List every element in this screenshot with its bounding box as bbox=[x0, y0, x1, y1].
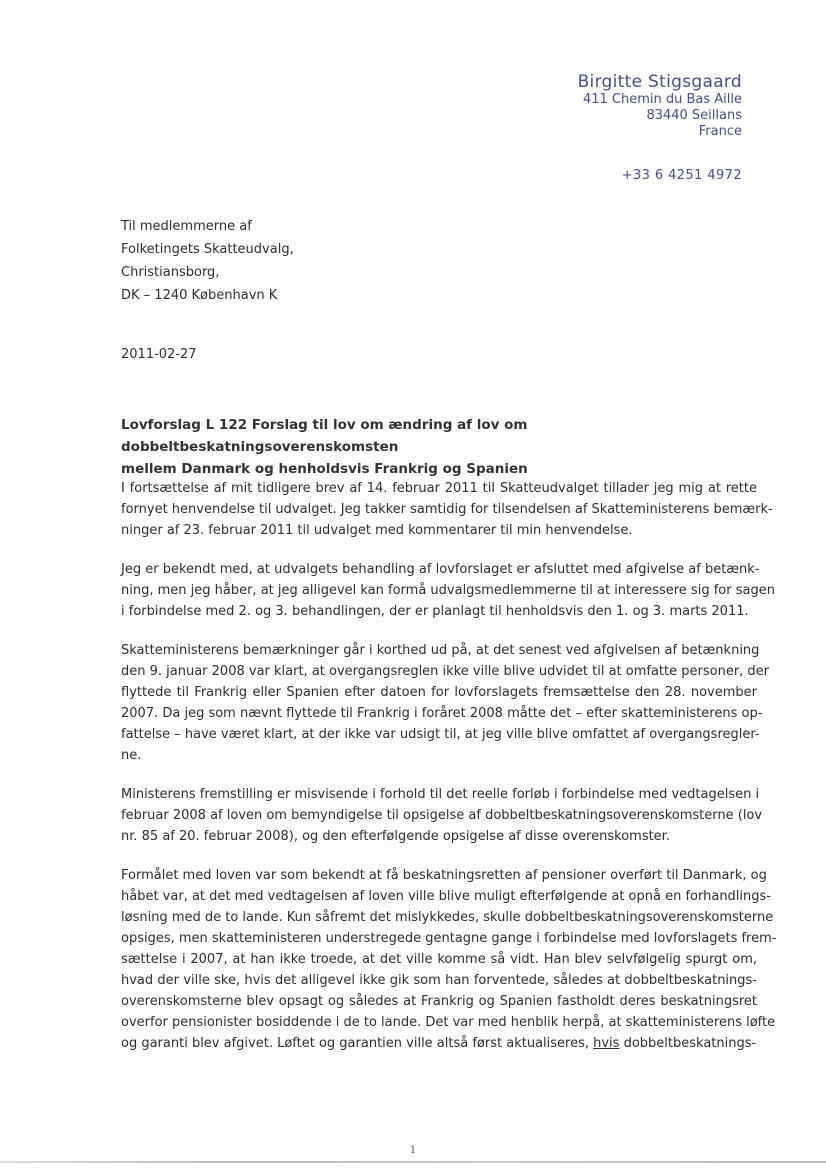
text-line: Ministerens fremstilling er misvisende i forhold til det reelle forløb i forbindelse med vedtagelsen i bbox=[121, 787, 760, 802]
text-line: 2007. Da jeg som nævnt flyttede til Frankrig i foråret 2008 måtte det – efter skatteministerens op- bbox=[121, 706, 763, 721]
letter-body bbox=[121, 478, 777, 1072]
paragraph bbox=[121, 865, 777, 1054]
text-line: løsning med de to lande. Kun såfremt det mislykkedes, skulle dobbeltbeskatningsoverenskomsterne bbox=[121, 910, 774, 925]
text-line: den 9. januar 2008 var klart, at overgangsreglen ikke ville blive udvidet til at omfatte personer, der bbox=[121, 664, 770, 679]
text-fragment: dobbeltbeskatnings- bbox=[619, 1036, 757, 1051]
text-line: ning, men jeg håber, at jeg alligevel kan formå udvalgsmedlemmerne til at interessere sig for sagen bbox=[121, 583, 775, 598]
text-line: i forbindelse med 2. og 3. behandlingen, der er planlagt til henholdsvis den 1. og 3. marts 2011. bbox=[121, 604, 749, 619]
subject-line-1: Lovforslag L 122 Forslag til lov om ændring af lov om dobbeltbeskatningsoverenskomsten bbox=[121, 417, 528, 455]
text-line: fornyet henvendelse til udvalget. Jeg takker samtidig for tilsendelsen af Skatteministerens bemærk- bbox=[121, 502, 773, 517]
paragraph bbox=[121, 784, 763, 847]
sender-postal: 83440 Seillans bbox=[646, 108, 742, 123]
paragraph bbox=[121, 478, 773, 541]
sender-name: Birgitte Stigsgaard bbox=[577, 72, 742, 92]
subject-line-2: mellem Danmark og henholdsvis Frankrig og Spanien bbox=[121, 461, 528, 477]
recipient-line: Christiansborg, bbox=[121, 265, 220, 280]
sender-country: France bbox=[698, 124, 742, 139]
paragraph bbox=[121, 640, 770, 766]
text-line: Skatteministerens bemærkninger går i korthed ud på, at det senest ved afgivelsen af betænkning bbox=[121, 643, 760, 658]
underlined-word: hvis bbox=[593, 1036, 620, 1051]
recipient-block bbox=[121, 215, 294, 307]
text-line: Formålet med loven var som bekendt at få beskatningsretten af pensioner overført til Danmark, og bbox=[121, 868, 767, 883]
text-line: ne. bbox=[121, 748, 142, 763]
text-line: sættelse i 2007, at han ikke troede, at det ville komme så vidt. Han blev selvfølgelig spurgt om, bbox=[121, 952, 757, 967]
text-line: hvad der ville ske, hvis det alligevel ikke gik som han forventede, således at dobbeltbeskatnings- bbox=[121, 973, 757, 988]
text-line: fattelse – have været klart, at der ikke var udsigt til, at jeg ville blive omfattet af overgangsregler- bbox=[121, 727, 760, 742]
text-line: overenskomsterne blev opsagt og således at Frankrig og Spanien fastholdt deres beskatningsret bbox=[121, 994, 757, 1009]
recipient-line: Til medlemmerne af bbox=[121, 219, 252, 234]
text-line: nr. 85 af 20. februar 2008), og den efterfølgende opsigelse af disse overenskomster. bbox=[121, 829, 670, 844]
text-line: Jeg er bekendt med, at udvalgets behandling af lovforslaget er afsluttet med afgivelse af betænk- bbox=[121, 562, 760, 577]
text-line: ninger af 23. februar 2011 til udvalget med kommentarer til min henvendelse. bbox=[121, 523, 633, 538]
text-line: februar 2008 af loven om bemyndigelse til opsigelse af dobbeltbeskatningsoverenskomsterne (lov bbox=[121, 808, 763, 823]
sender-phone: +33 6 4251 4972 bbox=[621, 168, 742, 183]
text-line: overfor pensionister bosiddende i de to lande. Det var med henblik herpå, at skatteministerens løfte bbox=[121, 1015, 776, 1030]
text-fragment: og garanti blev afgivet. Løftet og garantien ville altså først aktualiseres, bbox=[121, 1036, 594, 1051]
text-line-last bbox=[121, 1033, 757, 1054]
text-line: opsiges, men skatteministeren understregede gentagne gange i forbindelse med lovforslagets frem- bbox=[121, 931, 777, 946]
letter-date: 2011-02-27 bbox=[121, 347, 197, 362]
sender-street: 411 Chemin du Bas Aille bbox=[582, 92, 742, 107]
recipient-line: DK – 1240 København K bbox=[121, 288, 278, 303]
recipient-line: Folketingets Skatteudvalg, bbox=[121, 242, 294, 257]
text-line: flyttede til Frankrig eller Spanien efter datoen for lovforslagets fremsættelse den 28. november bbox=[121, 685, 757, 700]
text-line: I fortsættelse af mit tidligere brev af 14. februar 2011 til Skatteudvalget tillader jeg mig at rette bbox=[121, 481, 757, 496]
text-line: håbet var, at det med vedtagelsen af loven ville blive muligt efterfølgende at opnå en forhandlings- bbox=[121, 889, 771, 904]
page-number: 1 bbox=[409, 1145, 417, 1156]
scan-edge-rule bbox=[0, 1161, 826, 1163]
paragraph bbox=[121, 559, 775, 622]
sender-block bbox=[578, 72, 742, 140]
subject-heading bbox=[121, 414, 761, 480]
